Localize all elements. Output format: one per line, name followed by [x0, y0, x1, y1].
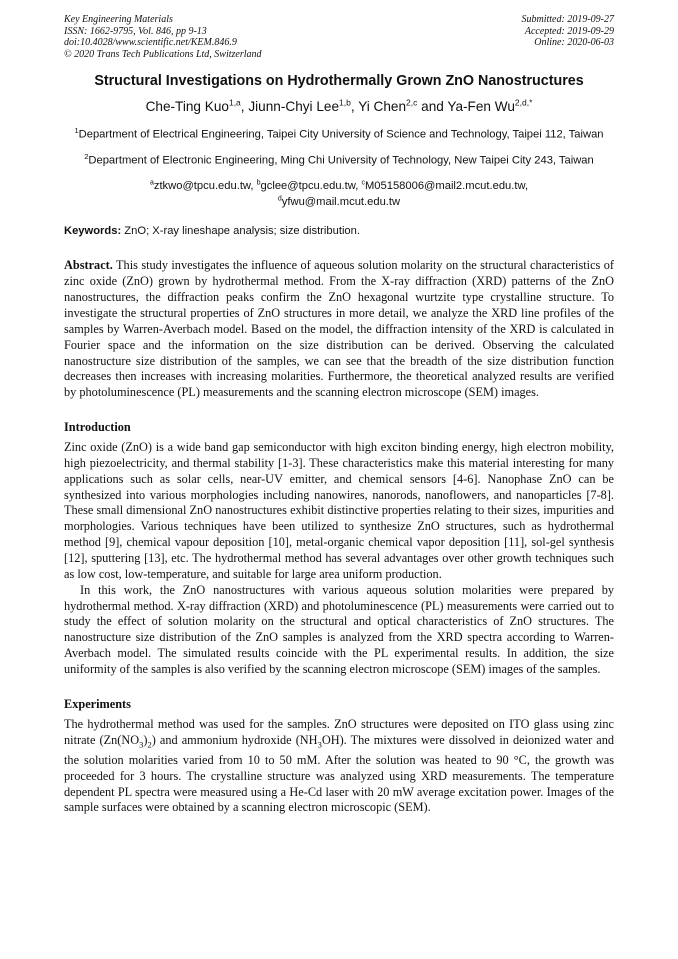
publication-dates: [522, 14, 615, 60]
keywords-text: ZnO; X-ray lineshape analysis; size distribution.: [121, 225, 360, 238]
author: Jiunn-Chyi Lee$^{1,b}$,: [248, 97, 359, 114]
journal-name: Key Engineering Materials: [64, 14, 173, 25]
email: $^c$M05158006@mail2.mcut.edu.tw,: [361, 179, 529, 192]
abstract-text: This study investigates the influence of aqueous solution molarity on the structural characteristics of zinc oxide (ZnO) grown by hydrothermal method. From the X-ray diffraction (XRD) patterns of the ZnO nanostructures, the diffraction peaks confirm the ZnO hexagonal wurtzite type crystalline structure. To investigate the structural properties of ZnO structures in more detail, we analyze the XRD line profiles of the samples by Warren-Averbach model. Based on the model, the diffraction intensity of the XRD is calculated in Fourier space and the information on the size distribution can be derived. Observing the calculated nanostructure size distribution of the samples, we can see that the breadth of the size distribution function decreases then increases with increasing molarities. Furthermore, the theoretical analyzed results are verified by photoluminescence (PL) measurements and the scanning electron microscope (SEM) images.: [64, 258, 614, 400]
email: $^d$yfwu@mail.mcut.edu.tw: [277, 195, 401, 209]
paper-page: [64, 14, 614, 816]
issn-line: ISSN: 1662-9795, Vol. 846, pp 9-13: [64, 25, 207, 37]
submitted-date: Submitted: 2019-09-27: [521, 14, 614, 25]
abstract: [64, 258, 614, 401]
copyright-line: © 2020 Trans Tech Publications Ltd, Switzerland: [64, 48, 262, 60]
keywords: [64, 224, 614, 238]
publication-header: [64, 14, 614, 60]
author: Che-Ting Kuo$^{1,a}$,: [145, 97, 249, 114]
author-emails: [64, 176, 614, 209]
paper-title: Structural Investigations on Hydrothermally Grown ZnO Nanostructures: [94, 73, 584, 89]
online-date: Online: 2020-06-03: [534, 37, 614, 48]
email: $^b$gclee@tpcu.edu.tw,: [256, 179, 362, 192]
introduction-paragraph-1: Zinc oxide (ZnO) is a wide band gap semiconductor with high exciton binding energy, high electron mobility, high piezoelectricity, and thermal stability [1-3]. These characteristics make this material interesting for many applications such as solar cells, near-UV emitter, and chemical sensors [4-6]. Nanophase ZnO can be synthesized into various morphologies including nanowires, nanorods, nanoflowers, and nanoparticles [7-8]. These small dimensional ZnO nanostructures exhibit distinctive properties relating to their sizes, impurities and morphologies. Various techniques have been utilized to synthesize ZnO structures, such as hydrothermal method [9], chemical vapour deposition [10], metal-organic chemical vapor deposition [11], sol-gel synthesis [12], sputtering [13], etc. The hydrothermal method has several advantages over other growth techniques such as low cost, low-temperature, and suitable for large area uniform production.: [64, 440, 614, 581]
author-list: [64, 93, 614, 116]
accepted-date: Accepted: 2019-09-29: [524, 25, 614, 37]
experiments-paragraph: The hydrothermal method was used for the samples. ZnO structures were deposited on ITO glass using zinc nitrate $(Zn(NO_3)_2)$ and ammonium hydroxide $(NH_3OH)$. The mixtures were dissolved in deionized water and the solution molarities varied from 10 to 50 mM. After the solution was heated to 90 °C, the growth was proceeded for 3 hours. The crystalline structure was analyzed using XRD measurements. The temperature dependent PL spectra were measured using a He-Cd laser with 20 mW average excitation power. Images of the sample surfaces were obtained by a scanning electron microscopic (SEM).: [64, 716, 614, 815]
introduction-heading: Introduction: [64, 420, 131, 435]
keywords-label: Keywords:: [64, 225, 122, 238]
affiliation-1: $^1$Department of Electrical Engineering, Taipei City University of Science and Technology, Taipei 112, Taiwan: [74, 125, 604, 141]
experiments-heading: Experiments: [64, 696, 131, 711]
affiliation-2: $^2$Department of Electronic Engineering, Ming Chi University of Technology, New Taipei City 243, Taiwan: [84, 152, 594, 167]
email: $^a$ztkwo@tpcu.edu.tw,: [149, 179, 257, 192]
introduction-paragraph-2: In this work, the ZnO nanostructures with various aqueous solution molarities were prepared by hydrothermal method. X-ray diffraction (XRD) and photoluminescence (PL) measurements were carried out to study the effect of solution molarity on the structural and optical characteristics of ZnO structures. The nanostructure size distribution of the ZnO samples is analyzed from the XRD spectra according to Warren-Averbach model. The simulated results coincide with the PL experimental results. In addition, the size uniformity of the samples is also verified by the scanning electron microscope (SEM) images of the samples.: [64, 582, 614, 676]
abstract-label: Abstract.: [64, 258, 113, 273]
author: Ya-Fen $Wu^{2,d,*}$: [447, 97, 533, 114]
author: Yi Chen$^{2,c}$ and: [358, 97, 448, 114]
publication-info: [64, 14, 262, 60]
doi-line: doi:10.4028/www.scientific.net/KEM.846.9: [64, 37, 237, 48]
